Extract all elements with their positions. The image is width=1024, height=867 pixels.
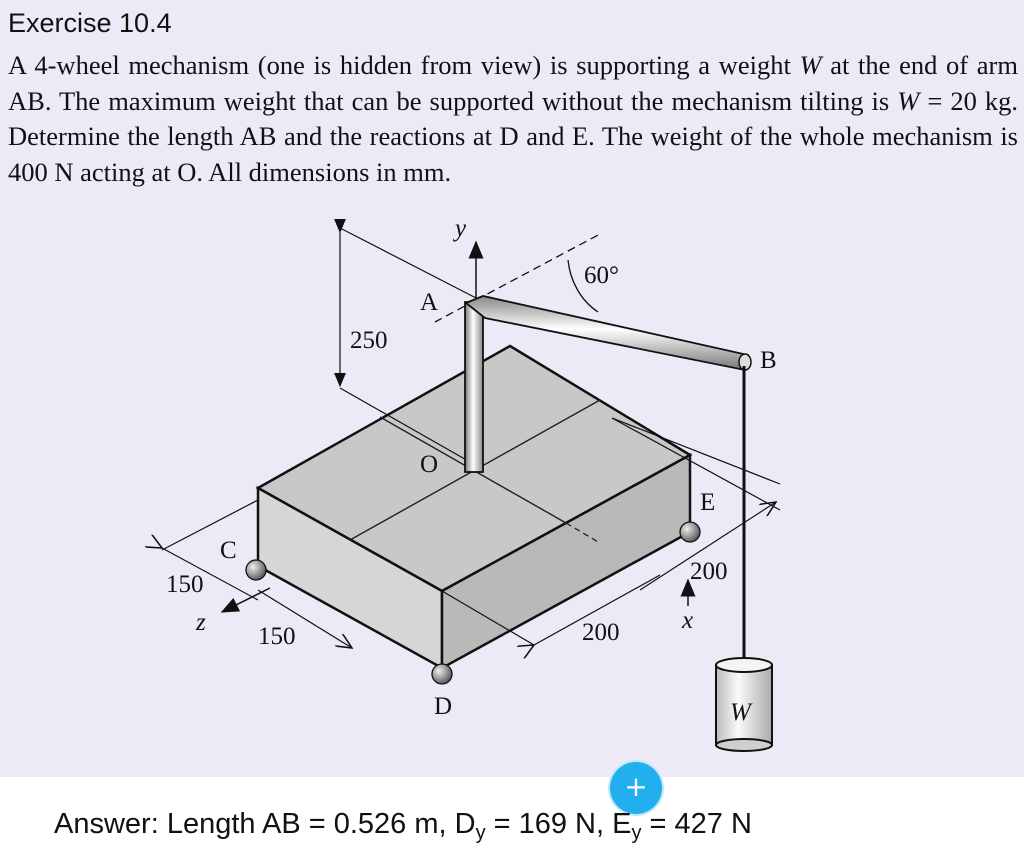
wheel-e [680,522,700,542]
wheel-c [246,560,266,580]
label-dim-250: 250 [350,327,388,354]
problem-statement: A 4-wheel mechanism (one is hidden from view) is supporting a weight W at the end of arm AB. The maximum weight that can be supported without the mechanism tilting is W = 20 kg. Determine the length AB and the reactions at D and E. The weight of the whole mechanism is 400 N acting at O. All dimensions in mm. [8,50,1018,187]
label-x-axis: x [682,607,694,634]
label-d: D [434,693,453,720]
label-dim-200-bottom: 200 [582,619,620,646]
label-y-axis: y [455,215,467,242]
wheel-d [432,664,452,684]
label-w: W [730,699,751,726]
label-dim-150-left: 150 [166,571,204,598]
label-a: A [420,289,439,316]
exercise-title: Exercise 10.4 [8,8,172,38]
label-angle: 60° [584,262,619,289]
label-c: C [220,537,237,564]
add-button[interactable]: + [610,762,662,814]
label-o: O [420,451,439,478]
vertical-post [465,302,483,472]
answer-text: Answer: Length AB = 0.526 m, $D_y = 169$ N, $E_y = 427$ N [54,808,752,844]
label-e: E [700,489,716,516]
label-b: B [760,347,777,374]
label-dim-200-right: 200 [690,558,728,585]
label-z-axis: z [196,609,206,636]
label-dim-150-bottom: 150 [258,623,296,650]
